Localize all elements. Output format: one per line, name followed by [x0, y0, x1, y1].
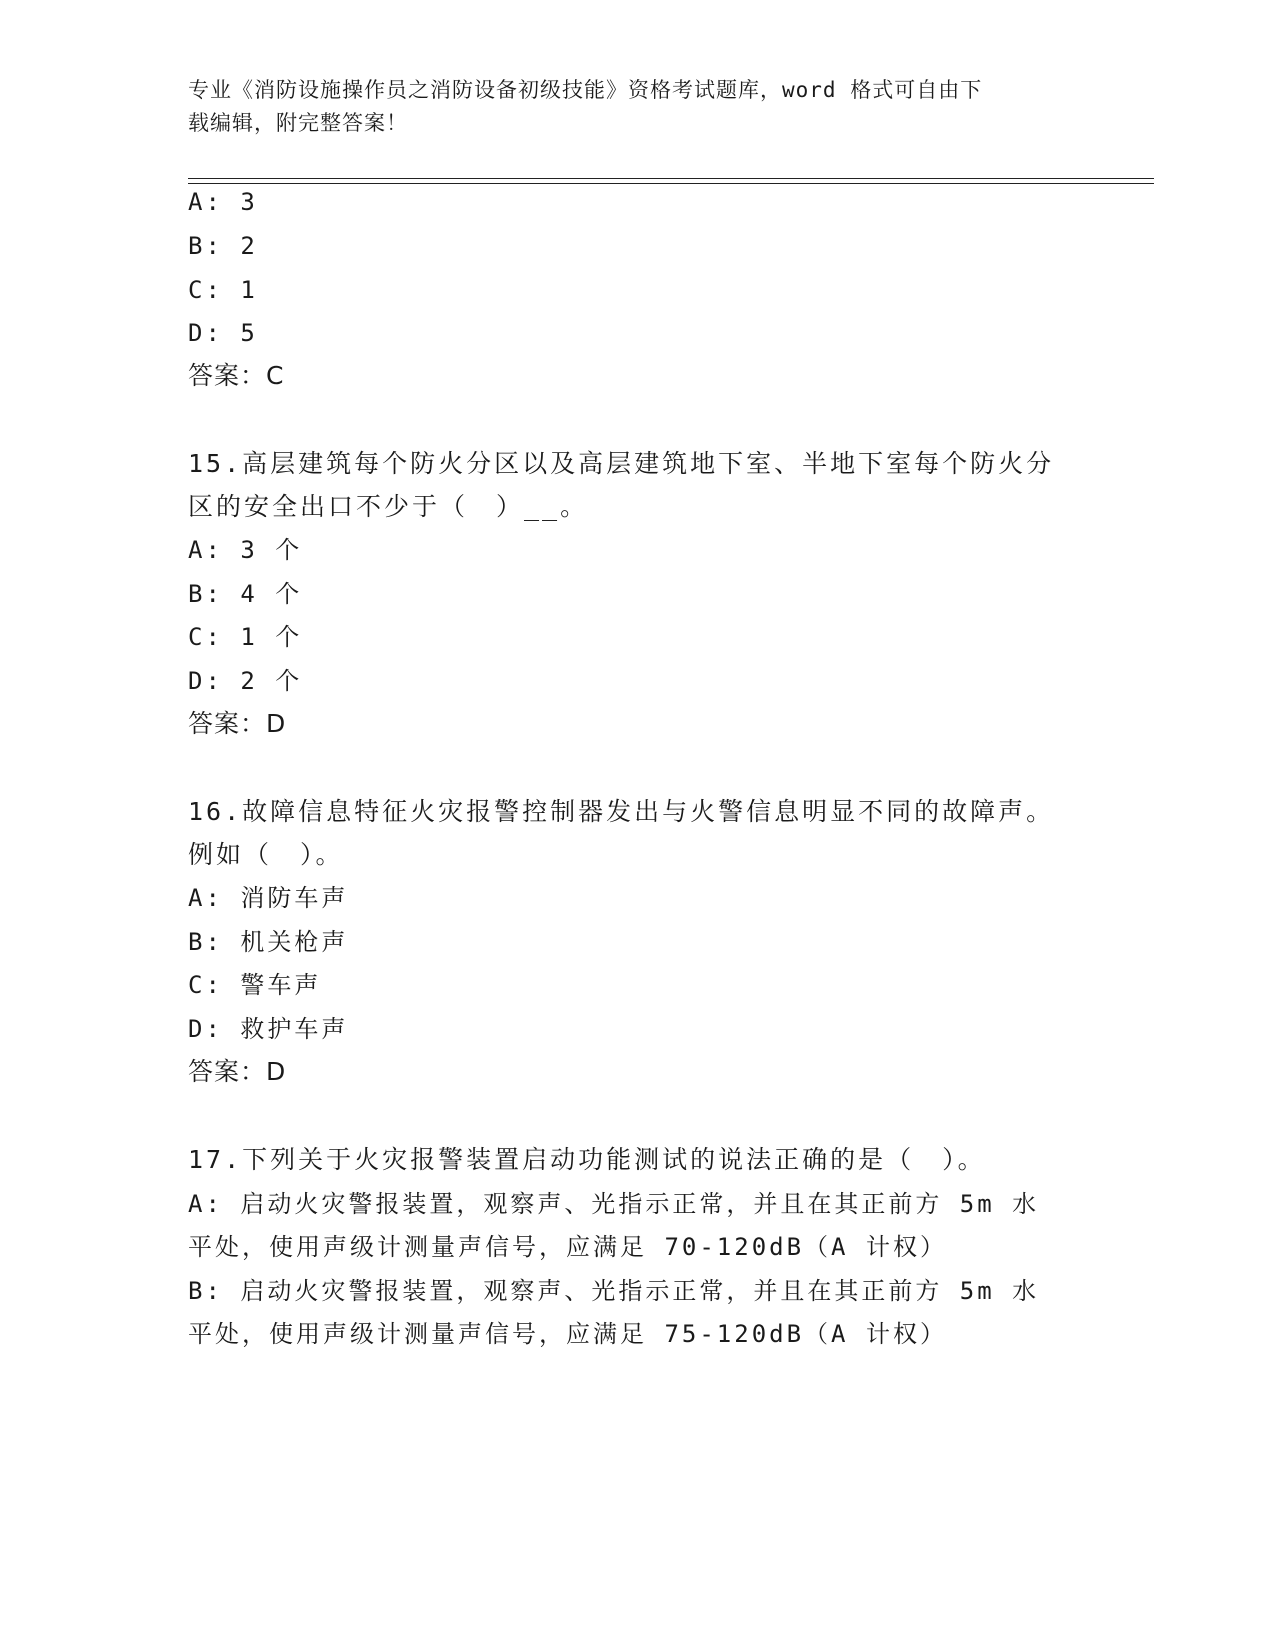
option-b: B: 2: [188, 232, 258, 260]
document-header: [188, 74, 1088, 140]
option-d: D: 5: [188, 319, 258, 347]
option-d: D: 2 个: [188, 667, 303, 695]
option-a: A: 消防车声: [188, 884, 349, 912]
option-b-line-1: B: 启动火灾警报装置，观察声、光指示正常，并且在其正前方 5m 水: [188, 1277, 1040, 1305]
answer-text: 答案：D: [188, 1057, 287, 1086]
header-divider-bottom: [188, 183, 1154, 184]
answer-text: 答案：C: [188, 361, 285, 390]
option-b: B: 机关枪声: [188, 928, 349, 956]
header-intro-line-2: 载编辑，附完整答案！: [188, 111, 408, 135]
option-d: D: 救护车声: [188, 1015, 349, 1043]
question-text-line-2: 例如（ ）。: [188, 840, 344, 869]
option-c: C: 警车声: [188, 971, 322, 999]
option-a: A: 3 个: [188, 536, 303, 564]
question-text-line-1: 15.高层建筑每个防火分区以及高层建筑地下室、半地下室每个防火分: [188, 449, 1055, 478]
question-text-line-2: 区的安全出口不少于（ ）__。: [188, 492, 589, 521]
option-a: A: 3: [188, 188, 258, 216]
option-b-line-2: 平处，使用声级计测量声信号，应满足 75-120dB（A 计权）: [188, 1320, 947, 1348]
option-b: B: 4 个: [188, 580, 303, 608]
option-c: C: 1: [188, 276, 258, 304]
option-a-line-1: A: 启动火灾警报装置，观察声、光指示正常，并且在其正前方 5m 水: [188, 1190, 1040, 1218]
option-c: C: 1 个: [188, 623, 303, 651]
option-a-line-2: 平处，使用声级计测量声信号，应满足 70-120dB（A 计权）: [188, 1233, 947, 1261]
header-divider-top: [188, 178, 1154, 179]
question-text-line-1: 17.下列关于火灾报警装置启动功能测试的说法正确的是（ ）。: [188, 1145, 986, 1174]
question-text-line-1: 16.故障信息特征火灾报警控制器发出与火警信息明显不同的故障声。: [188, 797, 1055, 826]
header-intro-line-1: 专业《消防设施操作员之消防设备初级技能》资格考试题库，word 格式可自由下: [188, 78, 983, 102]
answer-text: 答案：D: [188, 709, 287, 738]
